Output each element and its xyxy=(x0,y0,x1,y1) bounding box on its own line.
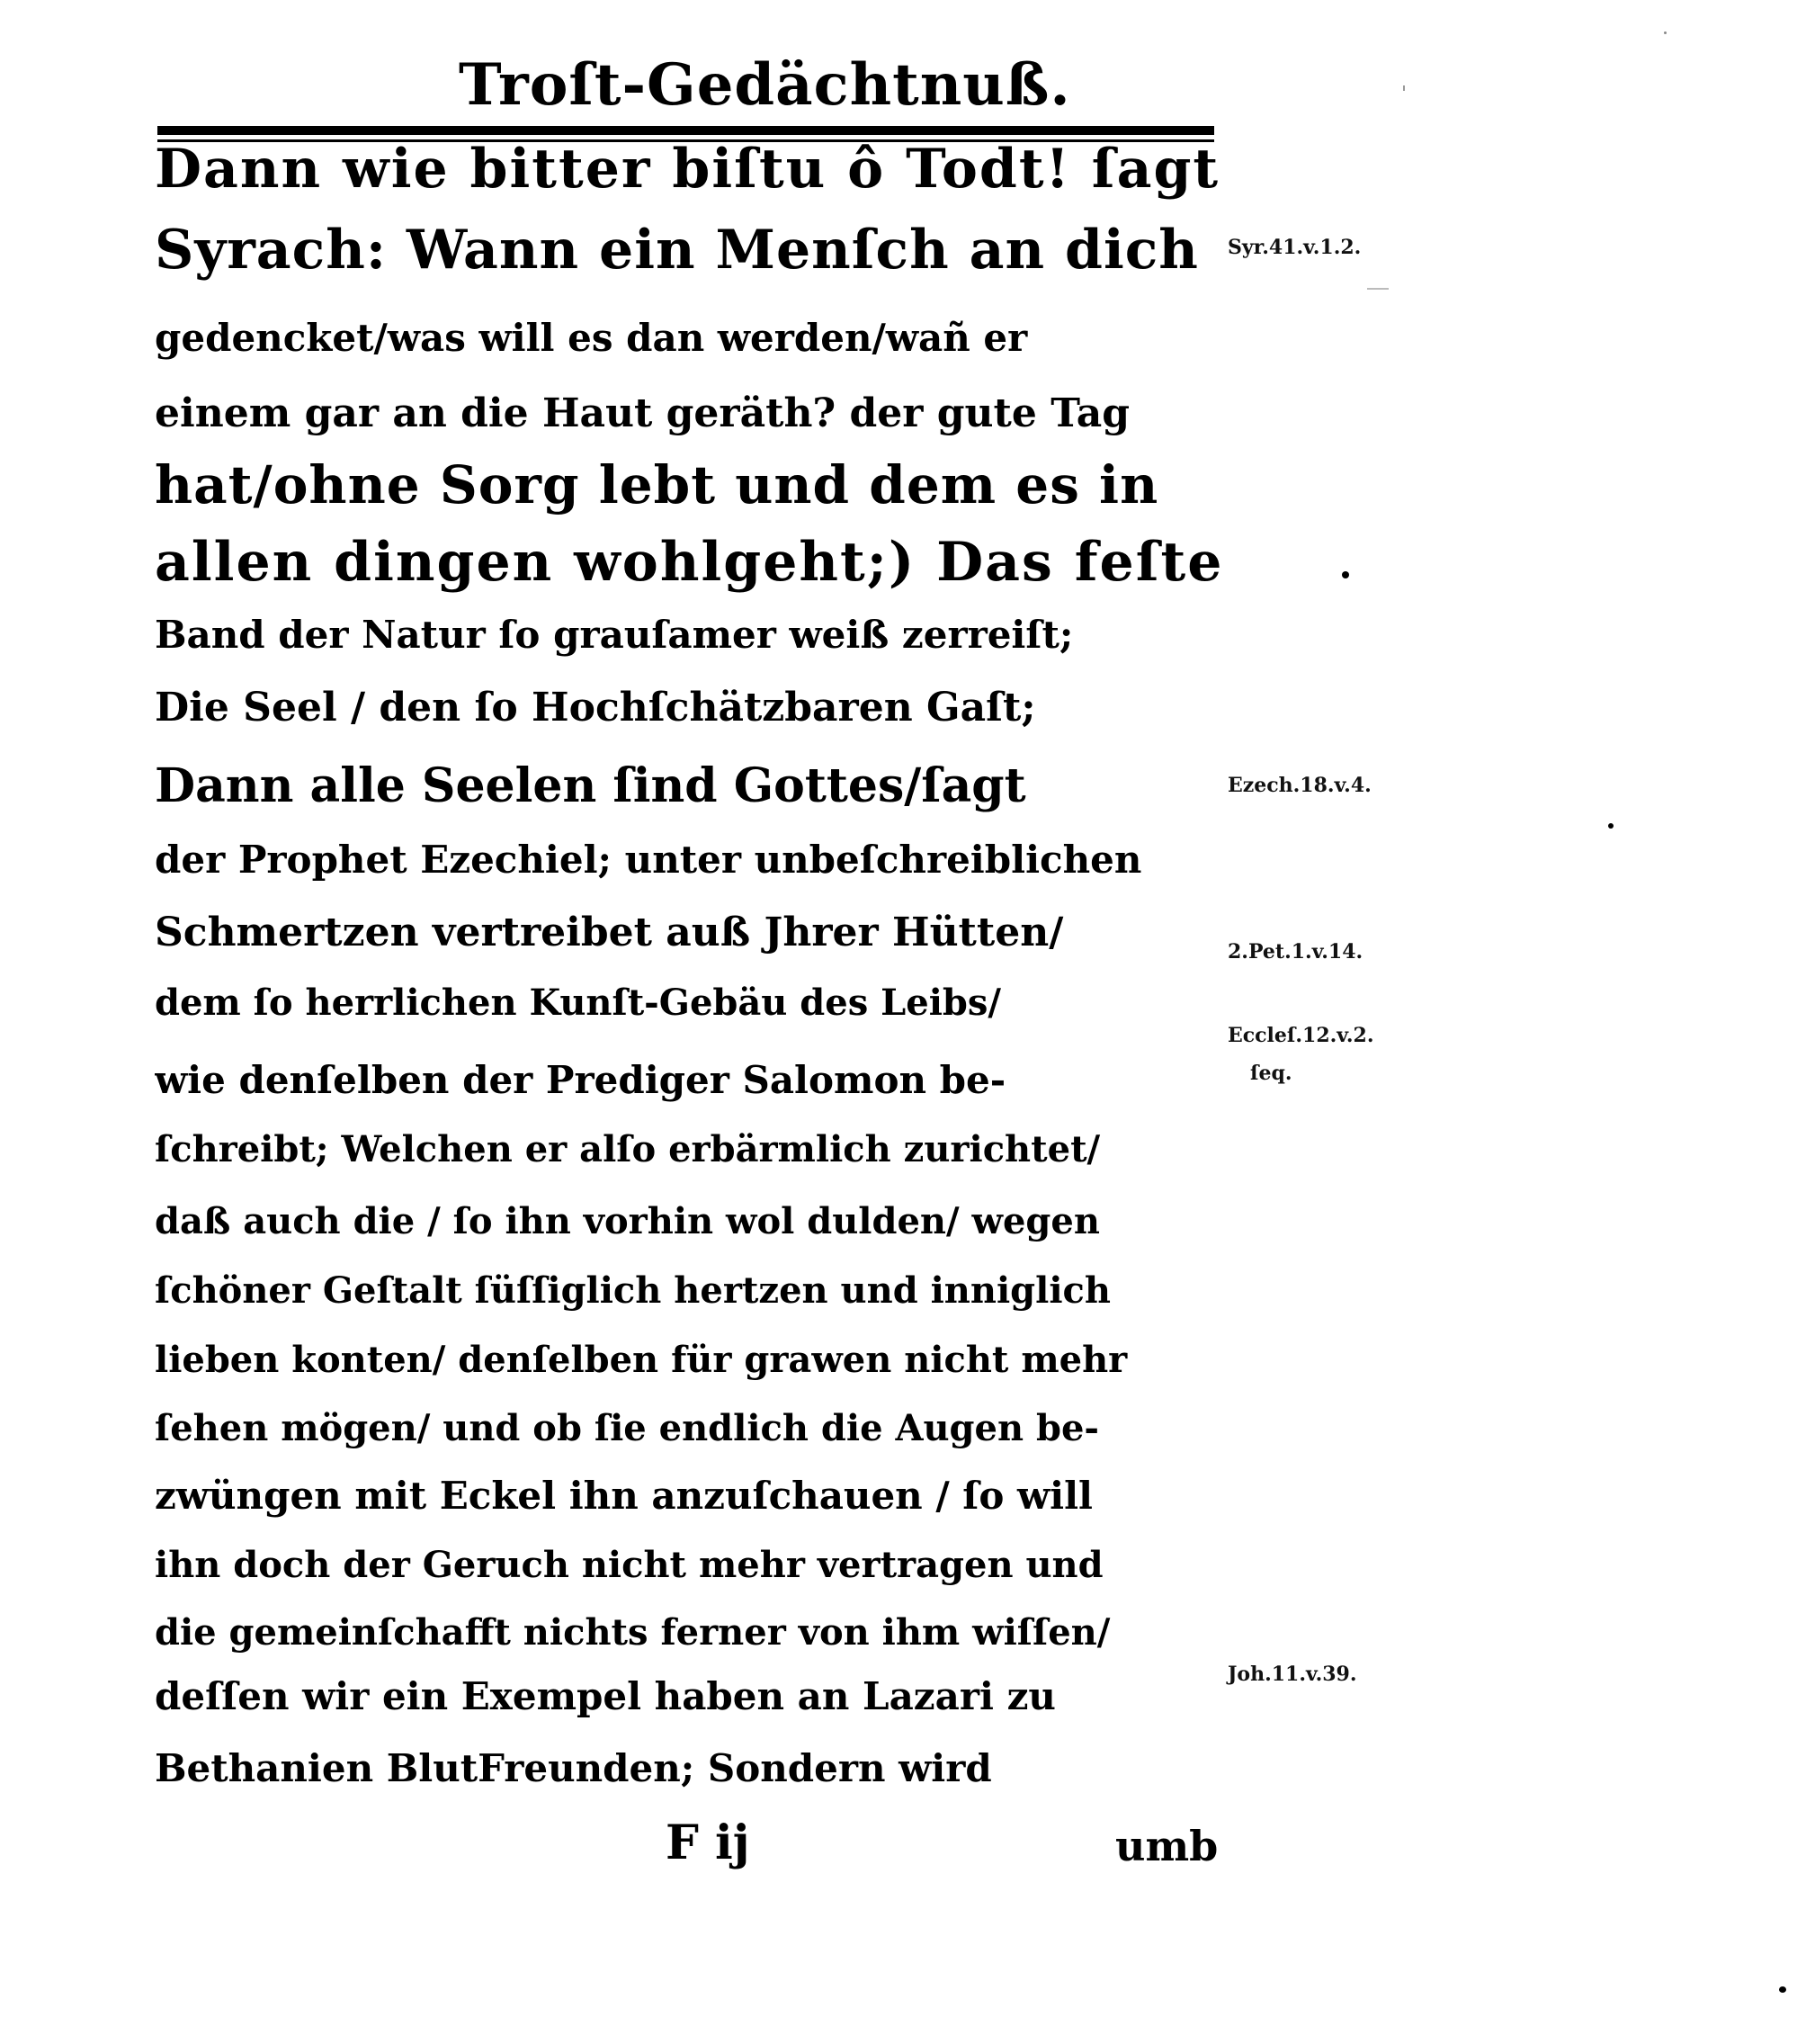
ink-speck xyxy=(1367,288,1389,290)
ink-speck xyxy=(1403,85,1405,91)
signature-mark: F ij xyxy=(666,1815,750,1870)
text-line: lieben konten/ denſelben für grawen nicht mehr xyxy=(155,1342,1128,1381)
text-line: Die Seel / den ſo Hochſchätzbaren Gaſt; xyxy=(155,688,1036,731)
text-line: Syrach: Wann ein Menſch an dich xyxy=(155,223,1199,282)
ink-speck xyxy=(1608,823,1614,829)
ink-speck xyxy=(1664,31,1667,34)
text-line: daß auch die / ſo ihn vorhin wol dulden/ wegen xyxy=(155,1204,1100,1242)
margin-note-ecclesiastes: Eccleſ.12.v.2. xyxy=(1228,1024,1374,1047)
margin-note-sequitur: ſeq. xyxy=(1250,1062,1292,1085)
text-line: Schmertzen vertreibet auß Jhrer Hütten/ xyxy=(155,913,1064,955)
catchword: umb xyxy=(1115,1822,1219,1870)
margin-note-ezechiel: Ezech.18.v.4. xyxy=(1228,774,1372,797)
text-line: einem gar an die Haut geräth? der gute Tag xyxy=(155,394,1130,436)
running-title: Troſt-Gedächtnuß. xyxy=(459,51,1071,119)
text-line: gedencket/was will es dan werden/wañ er xyxy=(155,319,1028,360)
text-line: wie denſelben der Prediger Salomon be- xyxy=(155,1062,1006,1102)
text-line: Dann wie bitter biſtu ô Todt! ſagt xyxy=(155,142,1220,201)
text-line: allen dingen wohlgeht;) Das feſte xyxy=(155,535,1224,594)
text-line: deſſen wir ein Exempel haben an Lazari zu xyxy=(155,1678,1056,1718)
text-line: der Prophet Ezechiel; unter unbeſchreiblichen xyxy=(155,841,1142,882)
margin-note-petrus: 2.Pet.1.v.14. xyxy=(1228,940,1363,964)
text-line: die gemeinſchafft nichts ferner von ihm wiſſen/ xyxy=(155,1615,1111,1654)
text-line: Band der Natur ſo grauſamer weiß zerreiſt; xyxy=(155,616,1074,657)
margin-note-syrach: Syr.41.v.1.2. xyxy=(1228,236,1362,259)
ink-speck xyxy=(1779,1986,1786,1993)
text-line: ſehen mögen/ und ob ſie endlich die Augen be- xyxy=(155,1411,1099,1449)
text-line: Bethanien BlutFreunden; Sondern wird xyxy=(155,1750,992,1790)
margin-note-johannes: Joh.11.v.39. xyxy=(1228,1663,1357,1686)
text-line: ihn doch der Geruch nicht mehr vertragen und xyxy=(155,1547,1104,1586)
text-line: zwüngen mit Eckel ihn anzuſchauen / ſo will xyxy=(155,1477,1094,1518)
text-line: Dann alle Seelen ſind Gottes/ſagt xyxy=(155,763,1026,813)
ink-speck xyxy=(1342,571,1349,578)
text-line: ſchöner Geſtalt ſüſſiglich hertzen und inniglich xyxy=(155,1273,1111,1312)
text-line: ſchreibt; Welchen er alſo erbärmlich zurichtet/ xyxy=(155,1132,1101,1170)
text-line: dem ſo herrlichen Kunſt-Gebäu des Leibs/ xyxy=(155,985,1002,1024)
header-rule xyxy=(157,126,1214,135)
text-line: hat/ohne Sorg lebt und dem es in xyxy=(155,459,1159,515)
